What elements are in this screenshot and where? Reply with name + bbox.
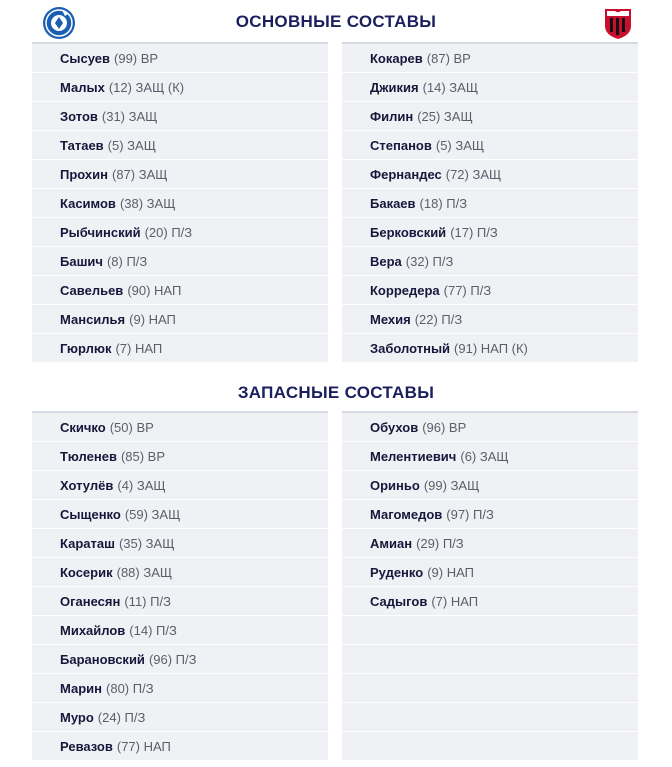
home-substitutes-list xyxy=(32,411,328,761)
player-row xyxy=(342,218,638,246)
player-name: Савельев xyxy=(60,282,124,298)
player-row xyxy=(32,674,328,702)
player-name: Ориньо xyxy=(370,477,420,493)
player-name: Кокарев xyxy=(370,50,423,66)
player-name: Татаев xyxy=(60,137,104,153)
player-number-position: (96) П/З xyxy=(148,651,197,667)
player-number-position: (85) ВР xyxy=(120,448,166,464)
player-number-position: (96) ВР xyxy=(422,419,467,435)
player-row xyxy=(342,73,638,101)
player-number-position: (12) ЗАЩ (К) xyxy=(108,79,185,95)
player-row xyxy=(342,334,638,362)
player-number-position: (35) ЗАЩ xyxy=(118,535,175,551)
player-row xyxy=(342,276,638,304)
player-row xyxy=(342,189,638,217)
player-number-position: (14) ЗАЩ xyxy=(422,79,479,95)
player-number-position: (91) НАП (К) xyxy=(454,340,528,356)
player-row xyxy=(342,587,638,615)
player-row xyxy=(32,305,328,333)
player-number-position: (5) ЗАЩ xyxy=(435,137,485,153)
player-number-position: (24) П/З xyxy=(97,709,146,725)
player-row xyxy=(32,334,328,362)
player-row xyxy=(32,73,328,101)
empty-row xyxy=(342,732,638,760)
player-number-position: (77) НАП xyxy=(116,738,171,754)
player-row xyxy=(32,247,328,275)
player-name: Гюрлюк xyxy=(60,340,112,356)
player-row xyxy=(342,529,638,557)
player-name: Степанов xyxy=(370,137,432,153)
player-name: Мехия xyxy=(370,311,411,327)
player-name: Рыбчинский xyxy=(60,224,141,240)
player-number-position: (38) ЗАЩ xyxy=(119,195,176,211)
player-name: Фернандес xyxy=(370,166,442,182)
player-row xyxy=(32,732,328,760)
player-name: Сысуев xyxy=(60,50,111,66)
player-number-position: (50) ВР xyxy=(109,419,154,435)
player-name: Скичко xyxy=(60,419,106,435)
player-row xyxy=(32,442,328,470)
player-number-position: (90) НАП xyxy=(127,282,182,298)
player-number-position: (32) П/З xyxy=(405,253,454,269)
player-name: Хотулёв xyxy=(60,477,114,493)
player-name: Амиан xyxy=(370,535,413,551)
substitutes-title: ЗАПАСНЫЕ СОСТАВЫ xyxy=(237,383,435,402)
player-row xyxy=(342,247,638,275)
player-name: Косерик xyxy=(60,564,113,580)
player-number-position: (18) П/З xyxy=(419,195,468,211)
player-row xyxy=(32,413,328,441)
player-row xyxy=(342,305,638,333)
empty-row xyxy=(342,616,638,644)
away-starters-list xyxy=(342,42,638,363)
player-number-position: (17) П/З xyxy=(450,224,498,240)
player-row xyxy=(342,442,638,470)
player-name: Касимов xyxy=(60,195,116,211)
player-name: Мансилья xyxy=(60,311,126,327)
player-name: Ревазов xyxy=(60,738,113,754)
player-name: Вера xyxy=(370,253,402,269)
player-number-position: (88) ЗАЩ xyxy=(116,564,173,580)
player-row xyxy=(32,587,328,615)
player-name: Заболотный xyxy=(370,340,451,356)
player-number-position: (31) ЗАЩ xyxy=(101,108,158,124)
player-row xyxy=(32,645,328,673)
player-row xyxy=(32,500,328,528)
player-number-position: (14) П/З xyxy=(129,622,177,638)
player-number-position: (9) НАП xyxy=(427,564,474,580)
player-name: Берковский xyxy=(370,224,447,240)
player-number-position: (4) ЗАЩ xyxy=(117,477,166,493)
player-number-position: (11) П/З xyxy=(124,593,171,609)
player-number-position: (99) ВР xyxy=(114,50,159,66)
player-number-position: (99) ЗАЩ xyxy=(423,477,480,493)
player-name: Джикия xyxy=(370,79,419,95)
player-row xyxy=(342,131,638,159)
player-name: Малых xyxy=(60,79,105,95)
empty-row xyxy=(342,674,638,702)
player-number-position: (5) ЗАЩ xyxy=(107,137,156,153)
player-row xyxy=(32,102,328,130)
player-number-position: (87) ВР xyxy=(426,50,471,66)
player-name: Михайлов xyxy=(60,622,126,638)
player-row xyxy=(342,471,638,499)
player-name: Муро xyxy=(60,709,94,725)
player-row xyxy=(32,703,328,731)
player-row xyxy=(32,529,328,557)
player-number-position: (87) ЗАЩ xyxy=(111,166,168,182)
player-number-position: (29) П/З xyxy=(416,535,464,551)
player-row xyxy=(342,413,638,441)
player-name: Магомедов xyxy=(370,506,443,522)
player-row xyxy=(32,218,328,246)
player-number-position: (22) П/З xyxy=(414,311,463,327)
player-row xyxy=(32,471,328,499)
player-row xyxy=(342,44,638,72)
player-number-position: (20) П/З xyxy=(144,224,193,240)
player-row xyxy=(32,558,328,586)
orenburg-club-crest-icon xyxy=(42,6,76,40)
empty-row xyxy=(342,703,638,731)
player-row xyxy=(32,189,328,217)
player-name: Сыщенко xyxy=(60,506,121,522)
player-name: Обухов xyxy=(370,419,419,435)
player-row xyxy=(342,102,638,130)
player-number-position: (59) ЗАЩ xyxy=(124,506,181,522)
player-row xyxy=(32,276,328,304)
player-row xyxy=(32,616,328,644)
player-number-position: (97) П/З xyxy=(446,506,494,522)
player-row xyxy=(32,160,328,188)
player-row xyxy=(32,44,328,72)
player-number-position: (72) ЗАЩ xyxy=(445,166,502,182)
player-row xyxy=(342,500,638,528)
player-name: Руденко xyxy=(370,564,424,580)
player-number-position: (8) П/З xyxy=(106,253,148,269)
player-row xyxy=(32,131,328,159)
player-name: Башич xyxy=(60,253,103,269)
home-starters-list xyxy=(32,42,328,363)
starters-title: ОСНОВНЫЕ СОСТАВЫ xyxy=(235,12,437,31)
player-number-position: (6) ЗАЩ xyxy=(460,448,509,464)
player-number-position: (7) НАП xyxy=(115,340,163,356)
player-name: Тюленев xyxy=(60,448,117,464)
player-name: Корредера xyxy=(370,282,440,298)
player-name: Мелентиевич xyxy=(370,448,457,464)
player-row xyxy=(342,558,638,586)
player-name: Оганесян xyxy=(60,593,121,609)
player-row xyxy=(342,160,638,188)
player-name: Садыгов xyxy=(370,593,428,609)
player-name: Филин xyxy=(370,108,414,124)
player-number-position: (77) П/З xyxy=(443,282,492,298)
player-number-position: (80) П/З xyxy=(106,680,154,696)
player-number-position: (7) НАП xyxy=(431,593,479,609)
away-substitutes-list xyxy=(342,411,638,761)
player-number-position: (9) НАП xyxy=(129,311,176,327)
player-name: Бакаев xyxy=(370,195,416,211)
empty-row xyxy=(342,645,638,673)
player-number-position: (25) ЗАЩ xyxy=(417,108,473,124)
player-name: Марин xyxy=(60,680,103,696)
khimki-club-crest-icon xyxy=(601,6,635,40)
player-name: Прохин xyxy=(60,166,108,182)
player-name: Зотов xyxy=(60,108,98,124)
player-name: Барановский xyxy=(60,651,145,667)
player-name: Караташ xyxy=(60,535,115,551)
